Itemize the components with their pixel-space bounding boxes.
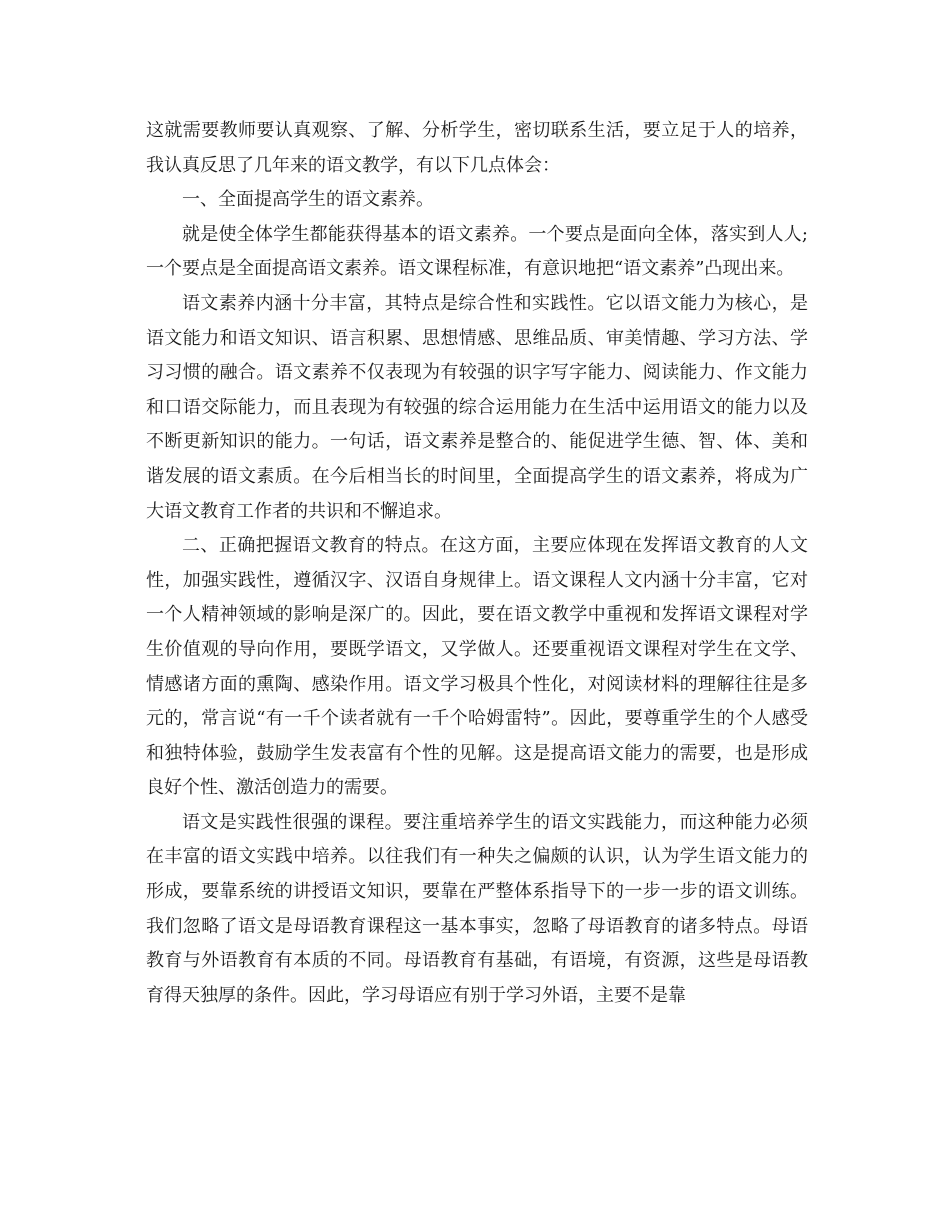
paragraph-literacy-definition: 就是使全体学生都能获得基本的语文素养。一个要点是面向全体，落实到人人;一个要点是全面提高语文素养。语文课程标准，有意识地把“语文素养”凸现出来。 (146, 223, 808, 280)
paragraph-heading-2: 二、正确把握语文教育的特点。在这方面，主要应体现在发挥语文教育的人文性，加强实践性，遵循汉字、汉语自身规律上。语文课程人文内涵十分丰富，它对一个人精神领域的影响是深广的。因此，要在语文教学中重视和发挥语文课程对学生价值观的导向作用，要既学语文，又学做人。还要重视语文课程对学生在文学、情感诸方面的熏陶、感染作用。语文学习极具个性化，对阅读材料的理解往往是多元的，常言说“有一千个读者就有一千个哈姆雷特”。因此，要尊重学生的个人感受和独特体验，鼓励学生发表富有个性的见解。这是提高语文能力的需要，也是形成良好个性、激活创造力的需要。 (146, 535, 808, 799)
document-body (146, 114, 808, 1013)
paragraph-heading-1: 一、全面提高学生的语文素养。 (182, 189, 434, 211)
paragraph-practice: 语文是实践性很强的课程。要注重培养学生的语文实践能力，而这种能力必须在丰富的语文实践中培养。以往我们有一种失之偏颇的认识，认为学生语文能力的形成，要靠系统的讲授语文知识，要靠在严整体系指导下的一步一步的语文训练。我们忽略了语文是母语教育课程这一基本事实，忽略了母语教育的诸多特点。母语教育与外语教育有本质的不同。母语教育有基础，有语境，有资源，这些是母语教育得天独厚的条件。因此，学习母语应有别于学习外语，主要不是靠 (146, 811, 808, 1006)
paragraph-intro: 这就需要教师要认真观察、了解、分析学生，密切联系生活，要立足于人的培养，我认真反思了几年来的语文教学，有以下几点体会： (146, 120, 808, 176)
paragraph-literacy-content: 语文素养内涵十分丰富，其特点是综合性和实践性。它以语文能力为核心，是语文能力和语文知识、语言积累、思想情感、思维品质、审美情趣、学习方法、学习习惯的融合。语文素养不仅表现为有较强的识字写字能力、阅读能力、作文能力和口语交际能力，而且表现为有较强的综合运用能力在生活中运用语文的能力以及不断更新知识的能力。一句话，语文素养是整合的、能促进学生德、智、体、美和谐发展的语文素质。在今后相当长的时间里，全面提高学生的语文素养，将成为广大语文教育工作者的共识和不懈追求。 (146, 292, 808, 522)
